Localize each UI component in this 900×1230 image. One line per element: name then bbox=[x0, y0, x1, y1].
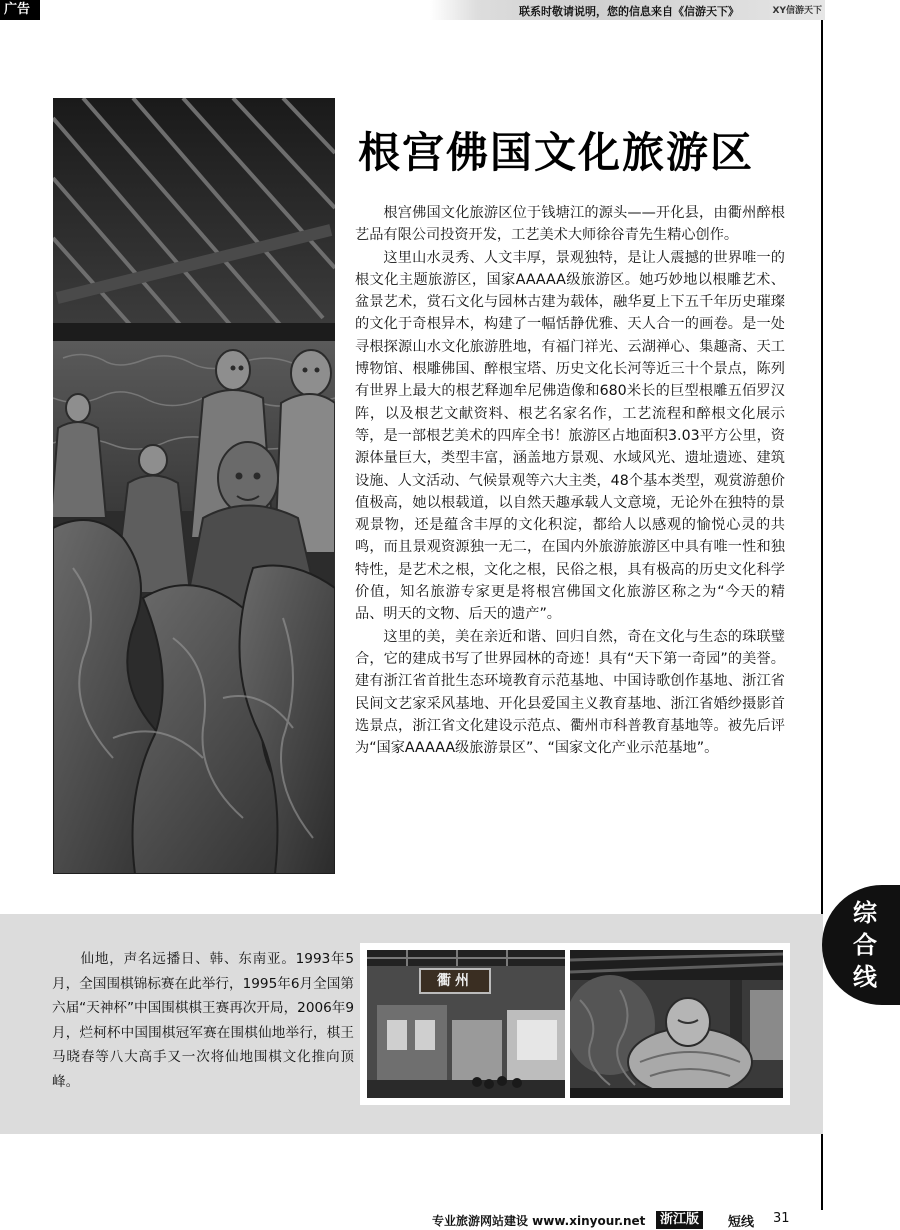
main-photo-arhat-carvings bbox=[53, 98, 335, 874]
root-carving-hall-illustration bbox=[570, 950, 783, 1098]
footer-page-number: 31 bbox=[773, 1211, 790, 1226]
article-paragraph: 这里山水灵秀、人文丰厚，景观独特，是让人震撼的世界唯一的根文化主题旅游区，国家AAAAA级旅游区。她巧妙地以根雕艺术、盆景艺术，赏石文化与园林古建为载体，融华夏上下五千年历史璀璨的文化于奇根异木，构建了一幅恬静优雅、天人合一的画卷。是一处寻根探源山水文化旅游胜地，有福门祥光、云湖禅心、集趣斋、天工博物馆、根雕佛国、醉根宝塔、历史文化长河等近三十个景点，陈列有世界上最大的根艺释迦牟尼佛造像和680米长的巨型根雕五佰罗汉阵，以及根艺文献资料、根艺名家名作，工艺流程和醉根文化展示等，是一部根艺美术的四库全书！旅游区占地面积3.03平方公里，资源体量巨大，类型丰富，涵盖地方景观、水域风光、遗址遗迹、建筑设施、人文活动、气候景观等六大主类，48个基本类型，观赏游憩价值极高，她以根载道，以自然天趣承载人文意境，无论外在独特的景观景物，还是蕴含丰厚的文化积淀，都给人以感观的愉悦心灵的共鸣，而且景观资源独一无二，在国内外旅游旅游区中具有唯一性和独特性，是艺术之根，文化之根，民俗之根，具有极高的历史文化科学价值，知名旅游专家更是将根宫佛国文化旅游区称之为“今天的精品、明天的文物、后天的遗产”。 bbox=[355, 249, 785, 623]
footer-edition-badge: 浙江版 bbox=[656, 1211, 703, 1229]
photo-strip bbox=[360, 943, 790, 1105]
article-body bbox=[355, 202, 785, 759]
page-footer bbox=[0, 1210, 900, 1230]
article-paragraph: 这里的美，美在亲近和谐、回归自然，奇在文化与生态的珠联璧合，它的建成书写了世界园林的奇迹！具有“天下第一奇园”的美誉。建有浙江省首批生态环境教育示范基地、中国诗歌创作基地、浙江省民间文艺家采风基地、开化县爱国主义教育基地、浙江省婚纱摄影首选景点，浙江省文化建设示范点、衢州市科普教育基地等。被先后评为“国家AAAAA级旅游景区”、“国家文化产业示范基地”。 bbox=[355, 628, 785, 757]
band-text-block bbox=[52, 947, 354, 1095]
photo-root-carving-hall bbox=[570, 950, 783, 1098]
quzhou-sign: 衢州 bbox=[419, 968, 491, 994]
band-paragraph: 仙地，声名远播日、韩、东南亚。1993年5月，全国围棋锦标赛在此举行，1995年6月全国第六届“天神杯”中国围棋棋王赛再次开局，2006年9月，烂柯杯中国围棋冠军赛在围棋仙地举行，棋王马晓春等八大高手又一次将仙地围棋文化推向顶峰。 bbox=[52, 951, 355, 1090]
arhat-carvings-illustration bbox=[53, 98, 335, 874]
header-logo: XY信游天下 bbox=[772, 6, 822, 16]
article-title: 根宫佛国文化旅游区 bbox=[358, 128, 755, 177]
footer-section-label: 短线 bbox=[728, 1215, 755, 1230]
footer-site-link[interactable]: 专业旅游网站建设 www.xinyour.net bbox=[432, 1214, 646, 1228]
header-banner bbox=[430, 0, 825, 20]
ad-label: 广告 bbox=[0, 0, 40, 20]
page-header bbox=[0, 0, 900, 20]
section-side-tab bbox=[822, 885, 900, 1005]
photo-quzhou-exhibition bbox=[367, 950, 565, 1098]
article-paragraph: 根宫佛国文化旅游区位于钱塘江的源头——开化县，由衢州醉根艺品有限公司投资开发，工艺美术大师徐谷青先生精心创作。 bbox=[355, 205, 785, 244]
section-side-tab-label: 综合线 bbox=[853, 899, 877, 991]
header-notice: 联系时敬请说明，您的信息来自《信游天下》 bbox=[519, 5, 739, 18]
